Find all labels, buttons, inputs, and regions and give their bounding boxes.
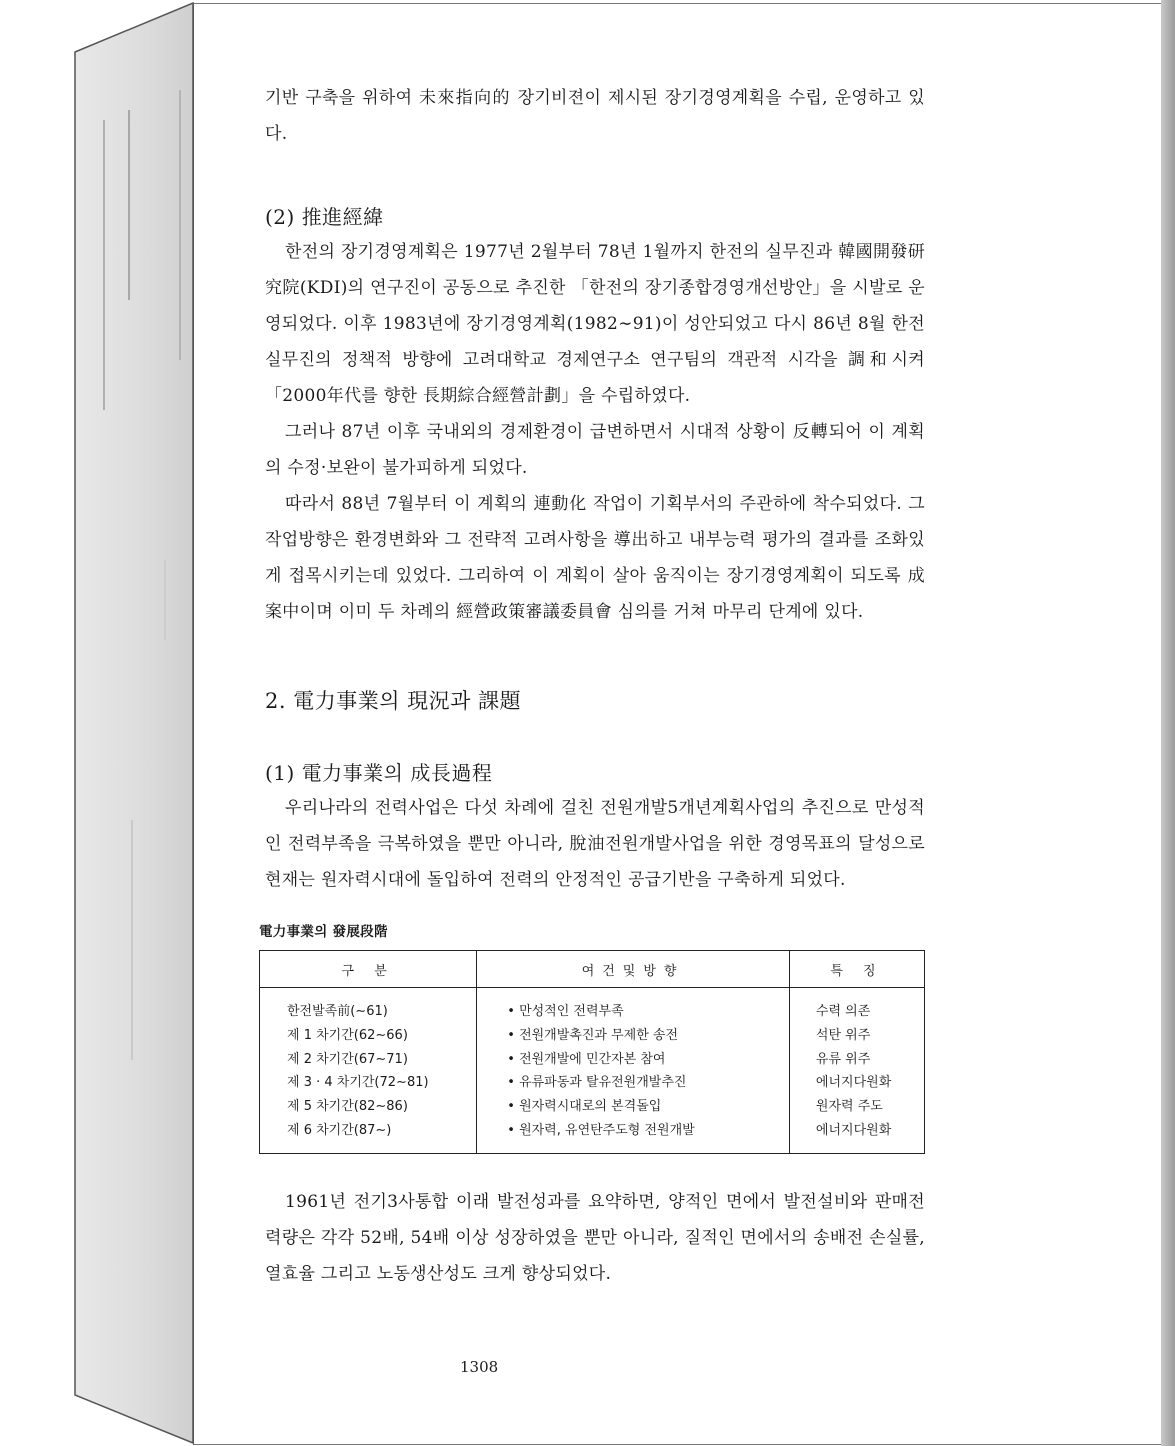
- paragraph: 따라서 88년 7월부터 이 계획의 連動化 작업이 기획부서의 주관하에 착수되었다. 그 작업방향은 환경변화와 그 전략적 고려사항을 導出하고 내부능력 평가의 결과를 조화있게 접목시키는데 있었다. 그리하여 이 계획이 살아 움직이는 장기경영계획이 되도록 成案中이며 이미 두 차례의 經營政策審議委員會 심의를 거쳐 마무리 단계에 있다.: [265, 494, 925, 622]
- paragraph: 한전의 장기경영계획은 1977년 2월부터 78년 1월까지 한전의 실무진과 韓國開發研究院(KDI)의 연구진이 공동으로 추진한 「한전의 장기종합경영개선방안」을 시발로 운영되었다. 이후 1983년에 장기경영계획(1982∼91)이 성안되었고 다시 86년 8월 한전 실무진의 정책적 방향에 고려대학교 경제연구소 연구팀의 객관적 시각을 調和시켜 「2000年代를 향한 長期綜合經營計劃」을 수립하였다.: [265, 242, 925, 406]
- paragraph: 우리나라의 전력사업은 다섯 차례에 걸친 전원개발5개년계획사업의 추진으로 만성적인 전력부족을 극복하였을 뿐만 아니라, 脫油전원개발사업을 위한 경영목표의 달성으로 현재는 원자력시대에 돌입하여 전력의 안정적인 공급기반을 구축하게 되었다.: [265, 798, 925, 890]
- table-caption: 電力事業의 發展段階: [259, 924, 388, 940]
- table-cell: • 전원개발촉진과 무제한 송전: [507, 1027, 679, 1043]
- table-cell: 유류 위주: [815, 1051, 871, 1067]
- table-cell: 제 3 · 4 차기간(72∼81): [287, 1075, 429, 1091]
- features-column: [789, 988, 924, 1154]
- category-column: [260, 988, 477, 1154]
- table-body-row: [260, 988, 925, 1154]
- table-cell: 제 6 차기간(87∼): [287, 1122, 392, 1138]
- subsection-heading-progress: (2) 推進經緯: [265, 205, 384, 229]
- table-cell: • 원자력시대로의 본격돌입: [507, 1099, 662, 1115]
- development-stages-table: [259, 950, 925, 1154]
- table-header-row: [260, 951, 925, 988]
- paragraph: 그러나 87년 이후 국내외의 경제환경이 급변하면서 시대적 상황이 反轉되어 이 계획의 수정·보완이 불가피하게 되었다.: [265, 422, 925, 478]
- table-cell: 제 2 차기간(67∼71): [287, 1051, 408, 1067]
- closing-paragraph: 1961년 전기3사통합 이래 발전성과를 요약하면, 양적인 면에서 발전설비와 판매전력량은 각각 52배, 54배 이상 성장하였을 뿐만 아니라, 질적인 면에서의 송배전 손실률, 열효율 그리고 노동생산성도 크게 향상되었다.: [265, 1191, 925, 1284]
- header-category: 구 분: [260, 951, 477, 988]
- section-heading: 2. 電力事業의 現況과 課題: [265, 689, 522, 713]
- book-spine-edge: [0, 0, 200, 1446]
- table-cell: 한전발족前(∼61): [287, 1004, 388, 1019]
- table-cell: 에너지다원화: [815, 1122, 892, 1138]
- table-cell: 에너지다원화: [815, 1075, 892, 1091]
- table-cell: • 유류파동과 탈유전원개발추진: [507, 1075, 687, 1091]
- header-features: 특 징: [789, 951, 924, 988]
- header-conditions: 여건및방향: [477, 951, 790, 988]
- page-edge-shadow: [1161, 0, 1175, 1446]
- table-cell: • 만성적인 전력부족: [507, 1004, 624, 1019]
- page-content: [259, 70, 925, 1292]
- subsection-heading-growth: (1) 電力事業의 成長過程: [265, 761, 493, 785]
- page-number: 1308: [460, 1358, 499, 1376]
- table-cell: 제 1 차기간(62∼66): [287, 1027, 408, 1043]
- continuation-paragraph: 기반 구축을 위하여 未來指向的 장기비젼이 제시된 장기경영계획을 수립, 운영하고 있다.: [265, 88, 925, 144]
- conditions-column: [477, 988, 790, 1154]
- table-cell: 수력 의존: [815, 1004, 871, 1019]
- table-cell: 제 5 차기간(82∼86): [287, 1099, 408, 1115]
- table-cell: 석탄 위주: [815, 1027, 871, 1043]
- table-cell: 원자력 주도: [815, 1099, 883, 1115]
- table-cell: • 원자력, 유연탄주도형 전원개발: [507, 1122, 695, 1138]
- table-cell: • 전원개발에 민간자본 참여: [507, 1051, 666, 1067]
